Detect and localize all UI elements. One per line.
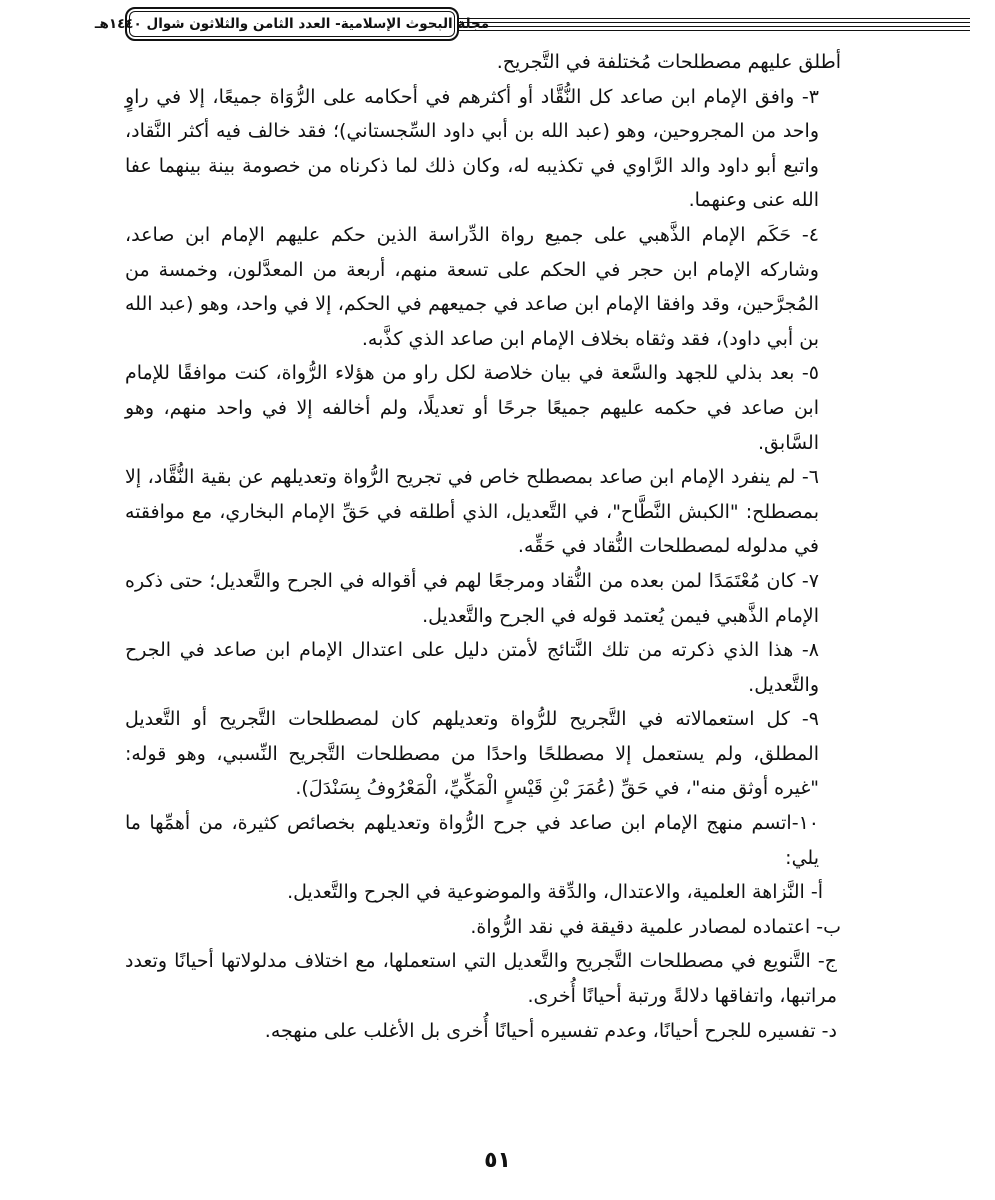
journal-title: مجلة البحوث الإسلامية- العدد الثامن والثلاثون شوال ١٤٤٠هـ (94, 16, 490, 32)
paragraph-7: ٧- كان مُعْتَمَدًا لمن بعده من النُّقاد ومرجعًا لهم في أقواله في الجرح والتَّعديل؛ حتى ذكره الإمام الذَّهبي فيمن يُعتمد قوله في الجرح والتَّعديل. (125, 569, 819, 627)
paragraph-5: ٥- بعد بذلي للجهد والسَّعة في بيان خلاصة لكل راو من هؤلاء الرُّواة، كنت موافقًا للإمام ابن صاعد في حكمه عليهم جميعًا جرحًا أو تعديلًا، ولم أخالفه إلا في واحد منهم، وهو السَّابق. (125, 362, 819, 454)
paragraph-3: ٣- وافق الإمام ابن صاعد كل النُّقَّاد أو أكثرهم في أحكامه على الرُّوَاة جميعًا، إلا في راوٍ واحد من المجروحين، وهو (عبد الله بن أبي داود السِّجستاني)؛ فقد خالف فيه أكثر النَّقاد، واتبع أبو داود والد الرَّاوي في تكذيبه له، وكان ذلك لما ذكرناه من خصومة بينة بينهما عفا الله عنى وعنهما. (125, 85, 819, 212)
paragraph-9: ٩- كل استعمالاته في التَّجريح للرُّواة وتعديلهم كان لمصطلحات التَّجريح أو التَّعديل المطلق، ولم يستعمل إلا مصطلحًا واحدًا من مصطلحات التَّجريح النِّسبي، وهو قوله: "غيره أوثق منه"، في حَقِّ (عُمَرَ بْنِ قَيْسٍ الْمَكِّيِّ، الْمَعْرُوفُ بِسَنْدَلَ). (125, 708, 819, 800)
list-item-a: أ- النَّزاهة العلمية، والاعتدال، والدِّقة والموضوعية في الجرح والتَّعديل. (287, 881, 823, 904)
paragraph-continuation: أطلق عليهم مصطلحات مُختلفة في التَّجريح. (496, 51, 841, 73)
paragraph-10: ١٠-اتسم منهج الإمام ابن صاعد في جرح الرُّواة وتعديلهم بخصائص كثيرة، من أهمِّها ما يلي: (125, 812, 819, 869)
paragraph-6: ٦- لم ينفرد الإمام ابن صاعد بمصطلح خاص في تجريح الرُّواة وتعديلهم عن بقية النُّقَّاد، إلا بمصطلح: "الكبش النَّطَّاح"، في التَّعديل، الذي أطلقه في حَقِّ الإمام البخاري، مع موافقته في مدلوله لمصطلحات النُّقاد في حَقِّه. (125, 466, 819, 558)
list-item-b: ب- اعتماده لمصادر علمية دقيقة في نقد الرُّواة. (470, 915, 841, 938)
body-text (125, 45, 841, 1048)
journal-title-box (94, 7, 490, 41)
paragraph-8: ٨- هذا الذي ذكرته من تلك النَّتائج لأمتن دليل على اعتدال الإمام ابن صاعد في الجرح والتَّعديل. (125, 639, 819, 696)
paragraph-4: ٤- حَكَم الإمام الذَّهبي على جميع رواة الدِّراسة الذين حكم عليهم الإمام ابن صاعد، وشاركه الإمام ابن حجر في الحكم على تسعة منهم، أربعة من المعدَّلون، وخمسة من المُجرَّحين، وقد وافقا الإمام ابن صاعد في جميعهم في الحكم، إلا في واحد، وهو (عبد الله بن أبي داود)، فقد وثقاه بخلاف الإمام ابن صاعد الذي كذَّبه. (125, 223, 819, 350)
list-item-d: د- تفسيره للجرح أحيانًا، وعدم تفسيره أحيانًا أُخرى بل الأغلب على منهجه. (264, 1019, 837, 1042)
list-item-c: ج- التَّنويع في مصطلحات التَّجريح والتَّعديل التي استعملها، مع اختلاف مدلولاتها أحيانًا وتعدد مراتبها، واتفاقها دلالةً ورتبة أحيانًا أُخرى. (125, 950, 837, 1008)
page-number: ٥١ (484, 1148, 511, 1173)
running-header (94, 6, 970, 42)
